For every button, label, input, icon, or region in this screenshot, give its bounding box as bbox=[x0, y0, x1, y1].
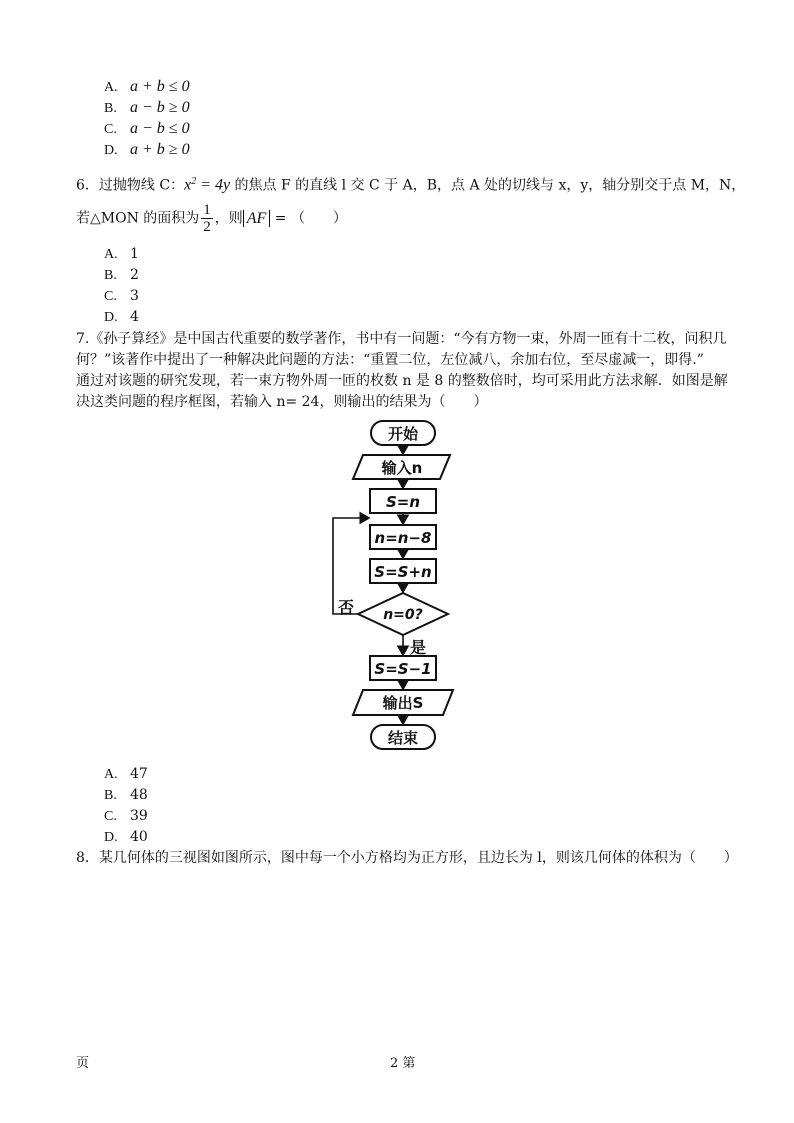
flow-output-label: 输出S bbox=[382, 694, 424, 712]
flow-no-label: 否 bbox=[337, 598, 355, 617]
flow-end-label: 结束 bbox=[387, 729, 419, 747]
flow-input-label: 输入n bbox=[381, 459, 423, 477]
flowchart bbox=[0, 415, 794, 755]
flow-step1-label: n=n−8 bbox=[374, 529, 432, 547]
q7-option-b: B. 48 bbox=[104, 787, 148, 803]
q5-option-d: D. a + b ≥ 0 bbox=[104, 141, 190, 158]
q6-option-b: B. 2 bbox=[104, 267, 139, 283]
q5-option-a: A. a + b ≤ 0 bbox=[104, 78, 190, 95]
q6-stem-line2: 若△MON 的面积为 $\frac{1}{2}$ ，则 AF = （ ） bbox=[76, 202, 347, 235]
q6-stem-line1: 6．过抛物线 C：$x^2 = 4y$ 的焦点 F 的直线 l 交 C 于 A，B，点 A 处的切线与 x，y，轴分别交于点 M，N， bbox=[76, 176, 746, 194]
q6-option-c: C. 3 bbox=[104, 288, 139, 304]
q7-stem-line4: 决这类问题的程序框图，若输入 n= 24，则输出的结果为（ ） bbox=[76, 394, 488, 410]
q7-option-a: A. 47 bbox=[104, 766, 148, 782]
flow-yes-label: 是 bbox=[409, 638, 427, 657]
q5-option-c: C. a − b ≤ 0 bbox=[104, 120, 190, 137]
footer-left: 页 bbox=[76, 1056, 90, 1071]
q7-stem-line3: 通过对该题的研究发现，若一束方物外周一匝的枚数 n 是 8 的整数倍时，均可采用此方法求解．如图是解 bbox=[76, 373, 728, 389]
flow-step2-label: S=S+n bbox=[374, 563, 432, 581]
flow-final-label: S=S−1 bbox=[374, 660, 432, 678]
fraction: $\frac{1}{2}$ bbox=[203, 202, 211, 235]
flow-start-label: 开始 bbox=[387, 425, 419, 443]
q7-stem-line1: 7.《孙子算经》是中国古代重要的数学著作，书中有一问题：“今有方物一束，外周一匝有十二枚，问积几 bbox=[76, 331, 727, 347]
q7-option-c: C. 39 bbox=[104, 808, 148, 824]
q6-option-a: A. 1 bbox=[104, 246, 139, 262]
q8-stem: 8．某几何体的三视图如图所示，图中每一个小方格均为正方形，且边长为 l，则该几何体的体积为（ ） bbox=[76, 850, 738, 866]
footer-page-number: 2 第 bbox=[390, 1056, 416, 1071]
q7-stem-line2: 何？”该著作中提出了一种解决此问题的方法：“重置二位，左位减八，余加右位，至尽虚减一，即得.” bbox=[76, 352, 704, 368]
q7-option-d: D. 40 bbox=[104, 829, 148, 845]
q6-option-d: D. 4 bbox=[104, 309, 139, 325]
q5-option-b: B. a − b ≥ 0 bbox=[104, 99, 190, 116]
flow-init-label: S=n bbox=[385, 493, 421, 511]
flow-condition-label: n=0? bbox=[383, 607, 423, 623]
